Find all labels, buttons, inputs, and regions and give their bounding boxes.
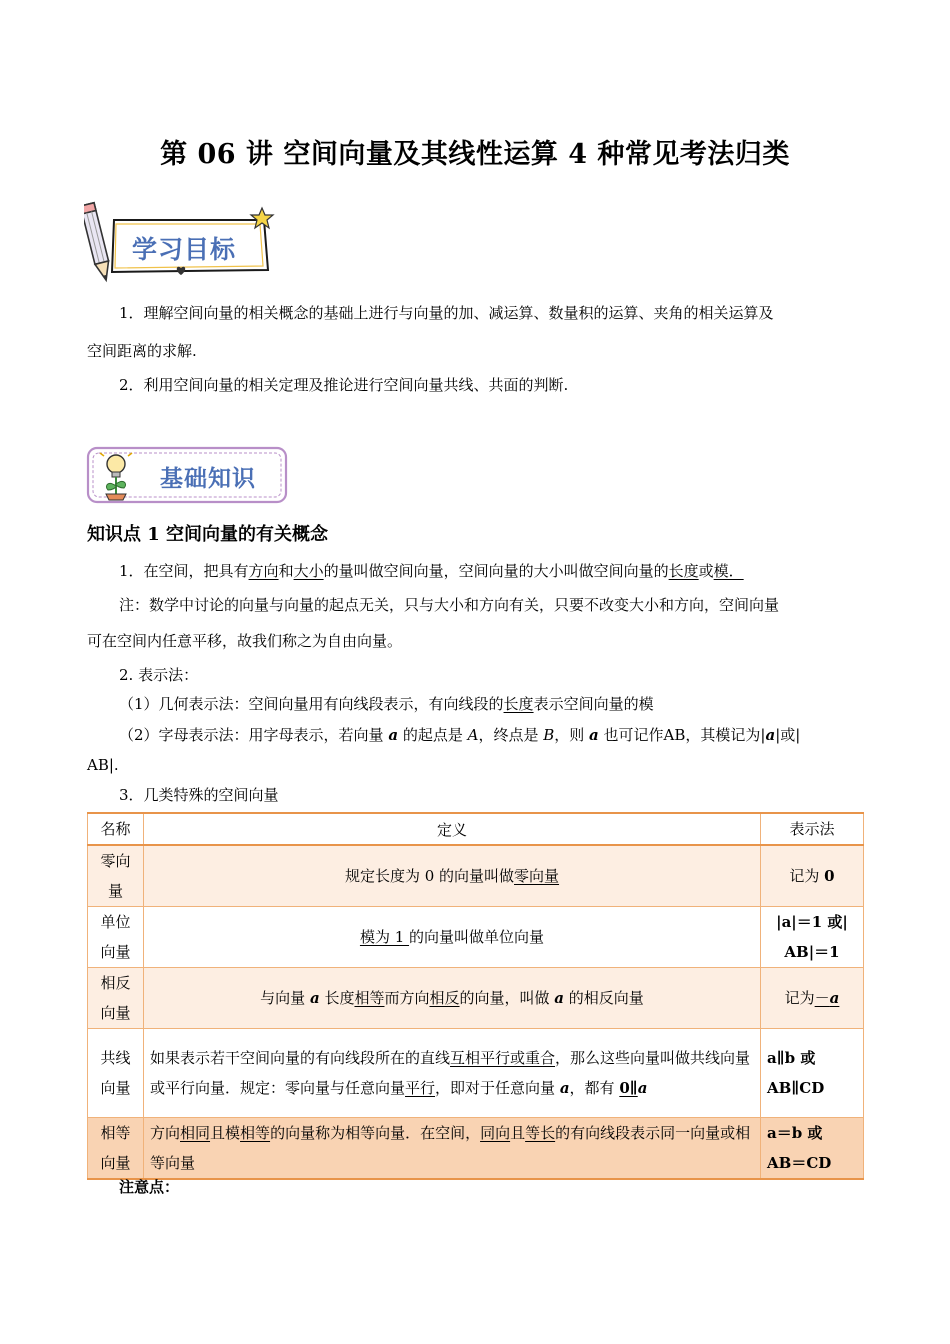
knowledge-point-heading: 知识点 1 空间向量的有关概念 — [87, 524, 329, 545]
text: 且 — [510, 1124, 526, 1142]
row-definition — [144, 907, 761, 968]
keyword: 等长 — [525, 1124, 556, 1142]
page-title: 第 06 讲 空间向量及其线性运算 4 种常见考法归类 — [160, 139, 790, 170]
text: ，则 — [554, 726, 590, 744]
learning-goals-label: 学习目标 — [132, 235, 237, 264]
row-name: 共线向量 — [88, 1029, 144, 1118]
text: － — [814, 989, 830, 1007]
text: 和 — [278, 562, 294, 580]
text: ，那么这些向量叫做共线向量或平行向量．规定：零向量与任意向量 — [150, 1049, 751, 1097]
text: 的向量叫做单位向量 — [409, 928, 545, 946]
row-notation — [761, 968, 864, 1029]
keyword: 相同 — [180, 1124, 211, 1142]
table-row — [88, 1118, 864, 1180]
row-name: 单位向量 — [88, 907, 144, 968]
text: 的起点是 — [398, 726, 468, 744]
keyword-length: 长度 — [668, 562, 699, 580]
kp1-special-title: 3．几类特殊的空间向量 — [119, 786, 279, 804]
table-header-row — [88, 813, 864, 845]
row-name: 相等向量 — [88, 1118, 144, 1180]
row-definition — [144, 1029, 761, 1118]
goal-item-1-cont: 空间距离的求解. — [87, 342, 197, 360]
text: 规定长度为 0 的向量叫做 — [344, 867, 515, 885]
keyword-length: 长度 — [503, 695, 534, 713]
keyword: 平行 — [405, 1079, 436, 1097]
point-a: A — [467, 726, 479, 744]
keyword-magnitude: 大小 — [293, 562, 324, 580]
text: ，终点是 — [478, 726, 544, 744]
text: 且模 — [210, 1124, 241, 1142]
row-notation — [761, 1029, 864, 1118]
table-row — [88, 968, 864, 1029]
keyword-modulus: 模． — [713, 562, 744, 580]
text: 与向量 — [260, 989, 310, 1007]
text: |或| — [775, 726, 801, 744]
text: 而方向 — [384, 989, 430, 1007]
zero-vector: 0 — [824, 867, 835, 885]
text: 也可记作AB，其模记为| — [598, 726, 766, 744]
vector-a: a — [309, 989, 320, 1007]
vector-a: a — [829, 989, 840, 1007]
row-definition — [144, 845, 761, 907]
zero-parallel: 0∥ — [619, 1079, 638, 1097]
text: 记为 — [784, 989, 815, 1007]
vector-a: a — [765, 726, 776, 744]
kp1-repr-2 — [119, 720, 863, 750]
text: ，都有 — [569, 1079, 620, 1097]
row-definition — [144, 968, 761, 1029]
text: ，即对于任意向量 — [435, 1079, 560, 1097]
point-b: B — [543, 726, 555, 744]
kp1-repr-title: 2. 表示法： — [119, 666, 199, 684]
keyword: 相反 — [429, 989, 460, 1007]
kp1-paragraph-1 — [87, 556, 863, 586]
text: 的量叫做空间向量，空间向量的大小叫做空间向量的 — [323, 562, 669, 580]
goal-item-1: 1．理解空间向量的相关概念的基础上进行与向量的加、减运算、数量积的运算、夹角的相关运算及 — [119, 304, 774, 322]
learning-goals-badge — [84, 198, 279, 288]
kp1-note-line-1: 注：数学中讨论的向量与向量的起点无关，只与大小和方向有关，只要不改变大小和方向，空间向量 — [119, 596, 780, 614]
row-notation — [761, 907, 864, 968]
text: a∥b 或 — [767, 1049, 816, 1067]
text: 或 — [698, 562, 714, 580]
keyword: 相等 — [240, 1124, 271, 1142]
keyword: 同向 — [480, 1124, 511, 1142]
table-row — [88, 1029, 864, 1118]
row-definition — [144, 1118, 761, 1180]
text: 的向量称为相等向量．在空间， — [270, 1124, 481, 1142]
text: 表示空间向量的模 — [533, 695, 654, 713]
goal-item-2: 2．利用空间向量的相关定理及推论进行空间向量共线、共面的判断. — [119, 376, 569, 394]
special-vectors-table — [87, 812, 864, 1180]
text: a＝b 或 — [767, 1124, 823, 1142]
vector-a: a — [388, 726, 399, 744]
text: 的相反向量 — [564, 989, 644, 1007]
kp1-note-line-2: 可在空间内任意平移，故我们称之为自由向量。 — [87, 632, 403, 650]
text: AB|＝1 — [784, 943, 840, 961]
keyword: 互相平行或重合 — [450, 1049, 556, 1067]
text: 方向 — [150, 1124, 181, 1142]
text: （1）几何表示法：空间向量用有向线段表示，有向线段的 — [119, 695, 504, 713]
vector-a: a — [559, 1079, 570, 1097]
text: AB∥CD — [767, 1079, 825, 1097]
vector-a: a — [554, 989, 565, 1007]
row-name: 零向量 — [88, 845, 144, 907]
text: 的向量，叫做 — [459, 989, 555, 1007]
row-notation — [761, 1118, 864, 1180]
basic-knowledge-badge — [86, 444, 291, 508]
text: 1．在空间，把具有 — [119, 562, 249, 580]
basic-knowledge-label: 基础知识 — [160, 466, 256, 492]
text: 如果表示若干空间向量的有向线段所在的直线 — [150, 1049, 451, 1067]
vector-a: a — [637, 1079, 648, 1097]
header-notation: 表示法 — [761, 813, 864, 845]
keyword-direction: 方向 — [248, 562, 279, 580]
text: （2）字母表示法：用字母表示，若向量 — [119, 726, 389, 744]
text: AB＝CD — [767, 1154, 832, 1172]
kp1-repr-1 — [119, 689, 863, 719]
row-notation — [761, 845, 864, 907]
vector-a: a — [589, 726, 599, 744]
keyword: 零向量 — [514, 867, 560, 885]
row-name: 相反向量 — [88, 968, 144, 1029]
text: 长度 — [319, 989, 355, 1007]
header-name: 名称 — [88, 813, 144, 845]
text: 的有向线段表示同一向量或相等向量 — [150, 1124, 751, 1172]
text: 记为 — [789, 867, 825, 885]
keyword: 相等 — [354, 989, 385, 1007]
keyword: 模为 1 — [359, 928, 410, 946]
header-definition: 定义 — [144, 813, 761, 845]
table-row — [88, 907, 864, 968]
kp1-repr-2-cont: AB|. — [87, 756, 119, 774]
note-label: 注意点： — [119, 1178, 180, 1196]
table-row — [88, 845, 864, 907]
text: |a|＝1 或| — [776, 913, 848, 931]
